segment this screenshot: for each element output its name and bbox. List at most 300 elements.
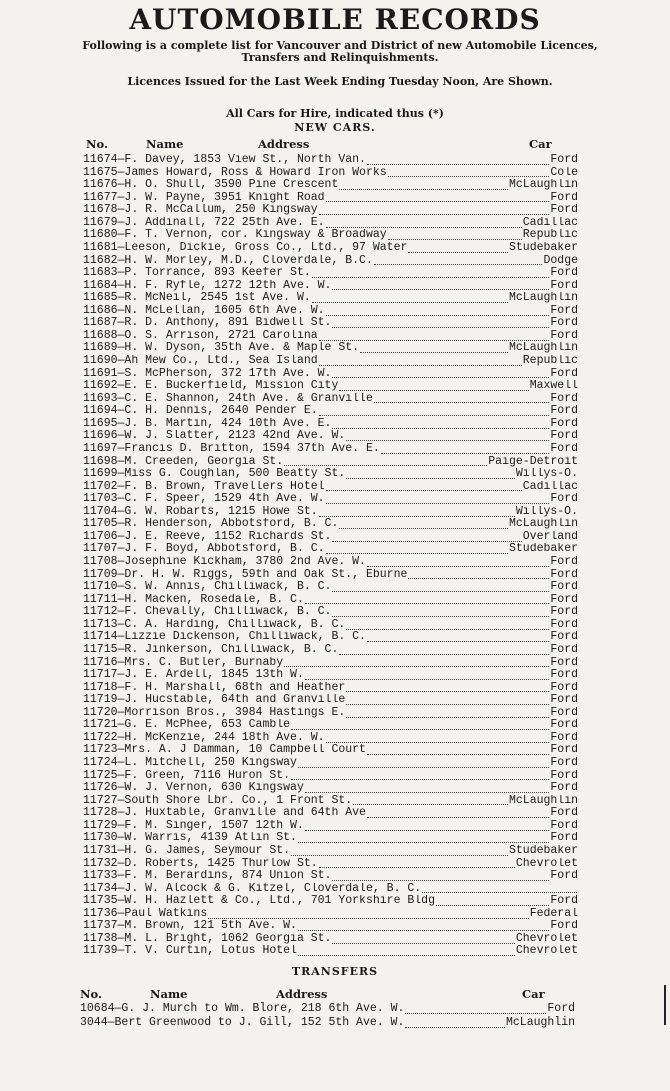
em-dash: —	[117, 254, 125, 267]
list-item	[83, 782, 578, 795]
licence-number: 11693	[83, 392, 118, 405]
owner-address: R. Jinkerson, Chilliwack, B. C.	[124, 643, 339, 656]
list-item	[83, 795, 578, 808]
car-make: Ford	[550, 832, 578, 845]
em-dash: —	[117, 179, 125, 192]
leader-dots	[332, 872, 549, 881]
list-item	[83, 619, 578, 632]
car-make: Dodge	[543, 254, 578, 267]
owner-address: J. Hucstable, 64th and Granville	[124, 694, 346, 707]
list-item	[83, 355, 578, 368]
em-dash: —	[117, 719, 125, 732]
list-item	[83, 644, 578, 657]
licence-number: 11736	[83, 907, 118, 920]
licence-number: 11726	[83, 782, 118, 795]
new-cars-column-headers	[0, 137, 670, 151]
leader-dots	[367, 558, 549, 567]
car-make: McLaughlin	[508, 794, 578, 807]
leader-dots	[346, 621, 549, 630]
owner-address: Miss G. Coughlan, 500 Beatty St.	[124, 468, 346, 481]
leader-dots	[284, 658, 549, 667]
em-dash: —	[117, 455, 125, 468]
leader-dots	[208, 910, 528, 919]
car-make: McLaughlin	[508, 518, 578, 531]
owner-address: Josephine Kickham, 3780 2nd Ave. W.	[124, 556, 366, 568]
em-dash: —	[117, 807, 125, 820]
licence-number: 11715	[83, 643, 118, 656]
leader-dots	[319, 508, 515, 517]
em-dash: —	[107, 1016, 115, 1029]
em-dash: —	[117, 932, 125, 945]
column-header-car: Car	[529, 137, 552, 151]
licence-number: 11731	[83, 844, 118, 857]
car-make: Studebaker	[508, 844, 578, 857]
car-make: Ford	[550, 694, 578, 707]
car-make: Ford	[550, 618, 578, 631]
licence-number: 11676	[83, 179, 118, 192]
em-dash: —	[117, 556, 125, 568]
leader-dots	[367, 156, 549, 165]
owner-address: R. Henderson, Abbotsford, B. C.	[124, 518, 339, 531]
licence-number: 11697	[83, 442, 118, 455]
list-item	[83, 317, 578, 330]
column-header-no: No.	[80, 987, 102, 1001]
list-item	[83, 606, 578, 619]
licence-number: 11699	[83, 468, 118, 481]
owner-address: C. F. Speer, 1529 4th Ave. W.	[124, 493, 325, 506]
licence-number: 11677	[83, 191, 118, 204]
em-dash: —	[117, 191, 125, 204]
owner-address: L. Mitchell, 250 Kingsway	[124, 757, 297, 769]
licence-number: 11732	[83, 857, 118, 870]
em-dash: —	[117, 757, 125, 769]
leader-dots	[346, 432, 549, 441]
licence-number: 11729	[83, 819, 118, 832]
car-make: Ford	[550, 191, 578, 204]
owner-address: S. McPherson, 372 17th Ave. W.	[124, 367, 332, 380]
em-dash: —	[117, 618, 125, 631]
licence-number: 11721	[83, 719, 118, 732]
em-dash: —	[117, 706, 125, 719]
leader-dots	[326, 193, 550, 202]
owner-address: J. B. Martin, 424 10th Ave. E.	[124, 417, 332, 430]
owner-address: W. Warris, 4139 Atlin St.	[124, 832, 297, 845]
em-dash: —	[117, 166, 125, 179]
car-make: Ford	[550, 392, 578, 405]
car-make: Paige-Detroit	[488, 455, 578, 468]
leader-dots	[298, 947, 515, 956]
licence-number: 11698	[83, 455, 118, 468]
em-dash: —	[117, 216, 125, 229]
owner-address: Paul Watkins	[124, 907, 208, 920]
owner-address: South Shore Lbr. Co., 1 Front St.	[124, 794, 353, 807]
owner-address: D. Roberts, 1425 Thurlow St.	[124, 857, 318, 870]
leader-dots	[326, 734, 550, 743]
owner-address: M. Brown, 121 5th Ave. W.	[124, 920, 297, 933]
licence-number: 11675	[83, 166, 118, 179]
em-dash: —	[117, 304, 125, 317]
car-make: Chevrolet	[515, 932, 578, 945]
column-rule	[664, 985, 666, 1025]
list-item	[83, 217, 578, 230]
car-make: McLaughlin	[508, 342, 578, 355]
licence-number: 11696	[83, 430, 118, 443]
leader-dots	[332, 608, 549, 617]
em-dash: —	[117, 505, 125, 518]
leader-dots	[319, 859, 515, 868]
car-make: Ford	[550, 154, 578, 166]
car-make: Ford	[550, 581, 578, 594]
list-item	[83, 556, 578, 569]
em-dash: —	[117, 581, 125, 594]
leader-dots	[339, 646, 549, 655]
em-dash: —	[117, 669, 125, 682]
em-dash: —	[117, 417, 125, 430]
owner-address: Dr. H. W. Riggs, 59th and Oak St., Eburne	[124, 568, 408, 581]
em-dash: —	[117, 241, 125, 254]
list-item	[83, 179, 578, 192]
em-dash: —	[117, 204, 125, 217]
owner-address: F. Davey, 1853 View St., North Van.	[124, 154, 366, 166]
licence-number: 11738	[83, 932, 118, 945]
car-make: Federal	[529, 907, 578, 920]
leader-dots	[374, 256, 543, 265]
em-dash: —	[117, 832, 125, 845]
licence-number: 11723	[83, 744, 118, 757]
licence-number: 11674	[83, 154, 118, 166]
licence-number: 11694	[83, 405, 118, 418]
list-item	[83, 204, 578, 217]
owner-address: F. T. Vernon, cor. Kingsway & Broadway	[124, 229, 387, 242]
car-make: Ford	[550, 204, 578, 217]
leader-dots	[360, 344, 508, 353]
licence-number: 11705	[83, 518, 118, 531]
owner-address: J. W. Payne, 3951 Knight Road	[124, 191, 325, 204]
owner-address: Morrison Bros., 3984 Hastings E.	[124, 706, 346, 719]
em-dash: —	[117, 694, 125, 707]
em-dash: —	[117, 857, 125, 870]
car-make: Ford	[550, 430, 578, 443]
list-item	[83, 305, 578, 318]
list-item	[83, 744, 578, 757]
list-item	[83, 280, 578, 293]
em-dash: —	[117, 782, 125, 795]
leader-dots	[319, 332, 550, 341]
licence-number: 11687	[83, 317, 118, 330]
list-item	[83, 945, 578, 958]
leader-dots	[367, 746, 549, 755]
licence-number: 11718	[83, 681, 118, 694]
leader-dots	[422, 884, 577, 893]
column-header-name: Name	[146, 137, 184, 151]
owner-address: Ah Mew Co., Ltd., Sea Island	[124, 355, 318, 367]
em-dash: —	[117, 882, 125, 895]
new-cars-heading: NEW CARS.	[294, 121, 376, 134]
owner-address: S. W. Annis, Chilliwack, B. C.	[124, 581, 332, 594]
licence-number: 11702	[83, 480, 118, 493]
licence-number: 11728	[83, 807, 118, 820]
car-make: Ford	[550, 757, 578, 769]
leader-dots	[332, 935, 514, 944]
leader-dots	[319, 407, 550, 416]
em-dash: —	[117, 844, 125, 857]
leader-dots	[284, 457, 487, 466]
owner-address: H. G. James, Seymour St.	[124, 844, 291, 857]
licence-number: 11712	[83, 606, 118, 619]
licence-number: 10684	[80, 1002, 115, 1015]
list-item	[83, 518, 578, 531]
list-item	[83, 820, 578, 833]
licence-number: 11737	[83, 920, 118, 933]
owner-address: G. J. Murch to Wm. Blore, 218 6th Ave. W.	[121, 1002, 405, 1015]
owner-address: H. O. Shull, 3590 Pine Crescent	[124, 179, 339, 192]
owner-address: W. J. Slatter, 2123 42nd Ave. W.	[124, 430, 346, 443]
leader-dots	[332, 281, 549, 290]
em-dash: —	[117, 405, 125, 418]
list-item	[83, 468, 578, 481]
licence-number: 11722	[83, 731, 118, 744]
list-item	[83, 255, 578, 268]
list-item	[83, 154, 578, 167]
licence-number: 11686	[83, 304, 118, 317]
em-dash: —	[117, 468, 125, 481]
list-item	[83, 895, 578, 908]
leader-dots	[346, 709, 549, 718]
licence-number: 11714	[83, 631, 118, 644]
owner-address: H. W. Morley, M.D., Cloverdale, B.C.	[124, 254, 373, 267]
car-make: Ford	[550, 593, 578, 606]
leader-dots	[312, 269, 550, 278]
em-dash: —	[117, 870, 125, 883]
owner-address: F. Green, 7116 Huron St.	[124, 769, 291, 782]
new-cars-list	[83, 154, 578, 958]
car-make: Ford	[550, 769, 578, 782]
owner-address: F. M. Berardins, 874 Union St.	[124, 870, 332, 883]
list-item	[83, 707, 578, 720]
car-make: Willys-O.	[515, 505, 578, 518]
owner-address: James Howard, Ross & Howard Iron Works	[124, 166, 387, 179]
car-make: Ford	[550, 417, 578, 430]
car-make: Ford	[550, 656, 578, 669]
em-dash: —	[117, 631, 125, 644]
column-header-address: Address	[258, 137, 310, 151]
car-make: Ford	[550, 631, 578, 644]
owner-address: W. J. Vernon, 630 Kingsway	[124, 782, 304, 795]
owner-address: R. McNeil, 2545 1st Ave. W.	[124, 292, 311, 305]
em-dash: —	[117, 568, 125, 581]
licence-number: 11709	[83, 568, 118, 581]
owner-address: J. F. Boyd, Abbotsford, B. C.	[124, 543, 325, 556]
leader-dots	[388, 168, 550, 177]
licence-number: 11707	[83, 543, 118, 556]
leader-dots	[374, 394, 550, 403]
em-dash: —	[117, 292, 125, 305]
owner-address: J. R. McCallum, 250 Kingsway	[124, 204, 318, 217]
em-dash: —	[117, 493, 125, 506]
leader-dots	[326, 545, 508, 554]
car-make: Studebaker	[508, 543, 578, 556]
list-item	[83, 456, 578, 469]
car-make: Ford	[550, 920, 578, 933]
car-make: Ford	[550, 442, 578, 455]
em-dash: —	[117, 794, 125, 807]
owner-address: P. Torrance, 893 Keefer St.	[124, 267, 311, 280]
em-dash: —	[117, 355, 125, 367]
leader-dots	[339, 520, 508, 529]
list-item	[83, 443, 578, 456]
leader-dots	[332, 583, 549, 592]
transfers-column-headers	[0, 987, 670, 1001]
licence-number: 11681	[83, 241, 118, 254]
em-dash: —	[117, 681, 125, 694]
owner-address: F. Chevally, Chilliwack, B. C.	[124, 606, 332, 619]
car-make: Cadillac	[522, 480, 578, 493]
car-make: Republic	[522, 355, 578, 367]
car-make: Ford	[550, 681, 578, 694]
car-make: Ford	[550, 606, 578, 619]
leader-dots	[291, 847, 508, 856]
leader-dots	[388, 231, 522, 240]
car-make: Ford	[550, 643, 578, 656]
licence-number: 11685	[83, 292, 118, 305]
intro-paragraph: Following is a complete list for Vancouver and District of new Automobile Licences, Transfers and Relinquishments.	[82, 39, 598, 64]
list-item	[83, 719, 578, 732]
list-item	[80, 1002, 575, 1016]
owner-address: E. E. Buckerfield, Mission City	[124, 380, 339, 393]
em-dash: —	[114, 1002, 122, 1015]
list-item	[83, 267, 578, 280]
leader-dots	[298, 922, 549, 931]
car-make: Ford	[550, 870, 578, 883]
em-dash: —	[117, 380, 125, 393]
page-title: AUTOMOBILE RECORDS	[129, 3, 541, 36]
em-dash: —	[117, 329, 125, 342]
car-make: Chevrolet	[515, 857, 578, 870]
em-dash: —	[117, 267, 125, 280]
leader-dots	[326, 482, 522, 491]
em-dash: —	[117, 317, 125, 330]
licence-number: 11691	[83, 367, 118, 380]
em-dash: —	[117, 920, 125, 933]
car-make: Cadillac	[522, 216, 578, 229]
licence-number: 11720	[83, 706, 118, 719]
leader-dots	[353, 796, 508, 805]
owner-address: Lizzie Dickenson, Chilliwack, B. C.	[124, 631, 366, 644]
owner-address: F. M. Singer, 1507 12th W.	[124, 819, 304, 832]
column-header-car: Car	[522, 987, 545, 1001]
licence-number: 11713	[83, 618, 118, 631]
transfers-list	[80, 1002, 575, 1030]
owner-address: H. F. Ryfle, 1272 12th Ave. W.	[124, 279, 332, 292]
leader-dots	[305, 595, 550, 604]
car-make: McLaughlin	[508, 179, 578, 192]
leader-dots	[405, 1019, 505, 1028]
list-item	[83, 757, 578, 770]
em-dash: —	[117, 769, 125, 782]
list-item	[83, 368, 578, 381]
leader-dots	[339, 382, 528, 391]
leader-dots	[332, 319, 549, 328]
car-make: Ford	[550, 367, 578, 380]
em-dash: —	[117, 518, 125, 531]
car-make: Cole	[550, 166, 578, 179]
leader-dots	[367, 633, 549, 642]
car-make: Ford	[550, 568, 578, 581]
licence-number: 11725	[83, 769, 118, 782]
list-item	[83, 393, 578, 406]
leader-dots	[291, 721, 549, 730]
car-make: Republic	[522, 229, 578, 242]
column-header-no: No.	[86, 137, 108, 151]
car-make: Ford	[550, 304, 578, 317]
list-item	[83, 405, 578, 418]
car-make: Ford	[550, 493, 578, 506]
list-item	[83, 569, 578, 582]
leader-dots	[408, 570, 549, 579]
car-make: Ford	[550, 782, 578, 795]
car-make: Overland	[522, 530, 578, 543]
em-dash: —	[117, 530, 125, 543]
licence-number: 11711	[83, 593, 118, 606]
licence-number: 11703	[83, 493, 118, 506]
em-dash: —	[117, 442, 125, 455]
licence-number: 11719	[83, 694, 118, 707]
car-make: Ford	[550, 807, 578, 820]
list-item	[83, 657, 578, 670]
leader-dots	[319, 206, 550, 215]
car-make: Ford	[550, 556, 578, 568]
licences-note: Licences Issued for the Last Week Ending Tuesday Noon, Are Shown.	[127, 75, 553, 88]
licence-number: 11733	[83, 870, 118, 883]
list-item	[83, 694, 578, 707]
leader-dots	[332, 533, 521, 542]
owner-address: Mrs. C. Butler, Burnaby	[124, 656, 284, 669]
leader-dots	[346, 470, 515, 479]
em-dash: —	[117, 480, 125, 493]
licence-number: 11684	[83, 279, 118, 292]
owner-address: H. McKenzie, 244 18th Ave. W.	[124, 731, 325, 744]
owner-address: J. E. Reeve, 1152 Richards St.	[124, 530, 332, 543]
leader-dots	[305, 784, 550, 793]
licence-number: 11689	[83, 342, 118, 355]
car-make: Studebaker	[508, 241, 578, 254]
owner-address: R. D. Anthony, 891 Bidwell St.	[124, 317, 332, 330]
leader-dots	[326, 219, 522, 228]
car-make: Ford	[550, 279, 578, 292]
em-dash: —	[117, 430, 125, 443]
em-dash: —	[117, 656, 125, 669]
em-dash: —	[117, 154, 125, 166]
column-header-address: Address	[276, 987, 328, 1001]
list-item	[83, 531, 578, 544]
column-header-name: Name	[150, 987, 188, 1001]
leader-dots	[298, 759, 549, 768]
leader-dots	[319, 357, 522, 366]
em-dash: —	[117, 731, 125, 744]
licence-number: 11739	[83, 945, 118, 958]
car-make: Ford	[550, 719, 578, 732]
leader-dots	[332, 369, 549, 378]
licence-number: 3044	[80, 1016, 108, 1029]
owner-address: M. L. Bright, 1062 Georgia St.	[124, 932, 332, 945]
car-make: Ford	[550, 669, 578, 682]
em-dash: —	[117, 543, 125, 556]
car-make: Ford	[550, 267, 578, 280]
car-make: Ford	[550, 706, 578, 719]
transfers-heading: TRANSFERS	[291, 965, 379, 978]
list-item	[83, 418, 578, 431]
em-dash: —	[117, 392, 125, 405]
